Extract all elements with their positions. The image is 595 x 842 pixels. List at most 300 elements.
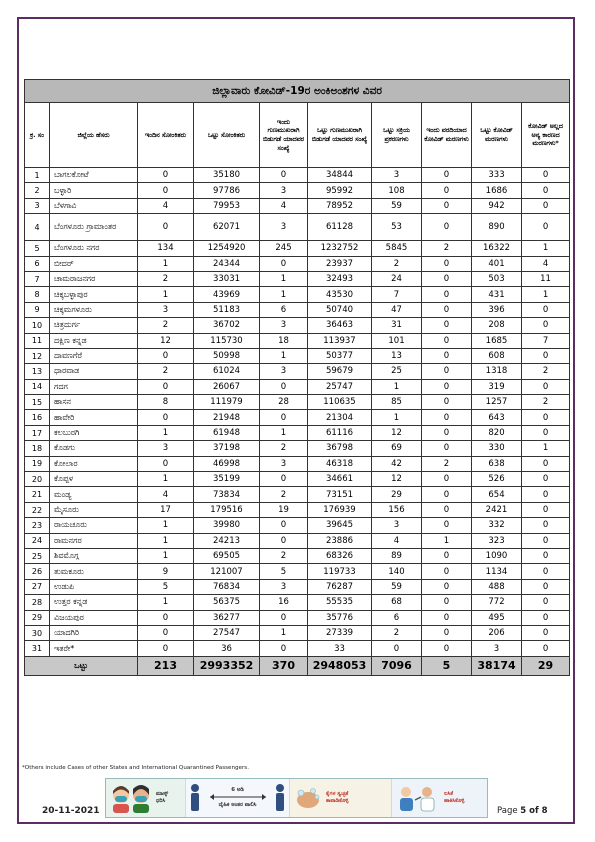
cell-total: 33031 bbox=[194, 271, 260, 286]
table-row bbox=[25, 287, 570, 302]
cell-other: 0 bbox=[522, 472, 570, 487]
cell-other: 7 bbox=[522, 333, 570, 348]
cell-active: 24 bbox=[372, 271, 422, 286]
cell-total: 61024 bbox=[194, 364, 260, 379]
total-other-deaths: 29 bbox=[522, 656, 570, 675]
cell-dis-today: 0 bbox=[260, 379, 308, 394]
cell-active: 47 bbox=[372, 302, 422, 317]
cell-dis-today: 0 bbox=[260, 256, 308, 271]
cell-today: 1 bbox=[138, 287, 194, 302]
cell-dis-today: 2 bbox=[260, 441, 308, 456]
column-header-1: ಕ್ರ. ಸಂ bbox=[25, 103, 50, 168]
cell-active: 13 bbox=[372, 348, 422, 363]
cell-sl: 6 bbox=[25, 256, 50, 271]
cell-death-total: 330 bbox=[472, 441, 522, 456]
column-header-3: ಇಂದಿನ ಸೋಂಕಿತರು bbox=[138, 103, 194, 168]
table-row bbox=[25, 168, 570, 183]
total-discharged-today: 370 bbox=[260, 656, 308, 675]
cell-death-total: 495 bbox=[472, 610, 522, 625]
cell-death-today: 0 bbox=[422, 198, 472, 213]
table-row bbox=[25, 318, 570, 333]
cell-death-today: 0 bbox=[422, 625, 472, 640]
cell-dis-total: 50740 bbox=[308, 302, 372, 317]
cell-dis-total: 32493 bbox=[308, 271, 372, 286]
table-row bbox=[25, 256, 570, 271]
cell-other: 1 bbox=[522, 287, 570, 302]
cell-name: ಕೊಡಗು bbox=[50, 441, 138, 456]
cell-death-total: 396 bbox=[472, 302, 522, 317]
cell-name: ಬಾಗಲಕೋಟೆ bbox=[50, 168, 138, 183]
cell-active: 31 bbox=[372, 318, 422, 333]
cell-sl: 2 bbox=[25, 183, 50, 198]
cell-death-today: 2 bbox=[422, 241, 472, 256]
cell-sl: 22 bbox=[25, 502, 50, 517]
cell-dis-today: 3 bbox=[260, 456, 308, 471]
cell-dis-total: 50377 bbox=[308, 348, 372, 363]
handwash-text-1: ಕೈಗಳ ಸ್ವಚ್ಛತೆ bbox=[326, 791, 349, 798]
footnote: *Others include Cases of other States and International Quarantined Passengers. bbox=[22, 765, 249, 771]
cell-sl: 7 bbox=[25, 271, 50, 286]
cell-death-total: 206 bbox=[472, 625, 522, 640]
page-of: of bbox=[526, 806, 542, 816]
cell-dis-today: 28 bbox=[260, 395, 308, 410]
cell-active: 59 bbox=[372, 198, 422, 213]
cell-name: ಬೆಳಗಾವಿ bbox=[50, 198, 138, 213]
cell-name: ಮಂಡ್ಯ bbox=[50, 487, 138, 502]
cell-death-total: 1257 bbox=[472, 395, 522, 410]
cell-other: 0 bbox=[522, 610, 570, 625]
cell-other: 0 bbox=[522, 502, 570, 517]
cell-active: 1 bbox=[372, 379, 422, 394]
mask-text-1: ಮಾಸ್ಕ್ bbox=[156, 791, 169, 798]
table-row bbox=[25, 241, 570, 256]
cell-sl: 11 bbox=[25, 333, 50, 348]
cell-dis-today: 16 bbox=[260, 595, 308, 610]
cell-other: 0 bbox=[522, 168, 570, 183]
vaccine-panel bbox=[392, 779, 487, 817]
cell-death-today: 0 bbox=[422, 287, 472, 302]
cell-name: ಧಾರವಾಡ bbox=[50, 364, 138, 379]
cell-death-total: 503 bbox=[472, 271, 522, 286]
cell-death-today: 0 bbox=[422, 364, 472, 379]
cell-dis-today: 2 bbox=[260, 548, 308, 563]
cell-sl: 28 bbox=[25, 595, 50, 610]
cell-sl: 27 bbox=[25, 579, 50, 594]
cell-total: 97786 bbox=[194, 183, 260, 198]
cell-active: 53 bbox=[372, 214, 422, 241]
table-row bbox=[25, 379, 570, 394]
total-total: 2993352 bbox=[194, 656, 260, 675]
cell-other: 0 bbox=[522, 410, 570, 425]
cell-death-total: 942 bbox=[472, 198, 522, 213]
total-deaths-total: 38174 bbox=[472, 656, 522, 675]
cell-death-total: 323 bbox=[472, 533, 522, 548]
page-total: 8 bbox=[541, 806, 548, 816]
cell-death-total: 16322 bbox=[472, 241, 522, 256]
cell-total: 36702 bbox=[194, 318, 260, 333]
cell-today: 0 bbox=[138, 214, 194, 241]
cell-active: 42 bbox=[372, 456, 422, 471]
cell-today: 5 bbox=[138, 579, 194, 594]
cell-death-today: 0 bbox=[422, 318, 472, 333]
cell-name: ಕೋಲಾರ bbox=[50, 456, 138, 471]
cell-active: 0 bbox=[372, 641, 422, 656]
cell-sl: 20 bbox=[25, 472, 50, 487]
cell-death-today: 0 bbox=[422, 410, 472, 425]
cell-today: 3 bbox=[138, 441, 194, 456]
table-row bbox=[25, 548, 570, 563]
cell-dis-total: 119733 bbox=[308, 564, 372, 579]
cell-active: 59 bbox=[372, 579, 422, 594]
distance-panel bbox=[186, 779, 290, 817]
cell-dis-today: 18 bbox=[260, 333, 308, 348]
cell-dis-total: 21304 bbox=[308, 410, 372, 425]
cell-name: ಶಿವಮೊಗ್ಗ bbox=[50, 548, 138, 563]
cell-death-total: 332 bbox=[472, 518, 522, 533]
cell-dis-total: 43530 bbox=[308, 287, 372, 302]
cell-other: 0 bbox=[522, 518, 570, 533]
cell-dis-today: 0 bbox=[260, 610, 308, 625]
cell-other: 0 bbox=[522, 641, 570, 656]
vaccine-text-1: ಲಸಿಕೆ bbox=[444, 791, 453, 798]
total-label: ಒಟ್ಟು bbox=[25, 656, 138, 675]
cell-name: ಬಳ್ಳಾರಿ bbox=[50, 183, 138, 198]
cell-dis-total: 1232752 bbox=[308, 241, 372, 256]
cell-dis-today: 3 bbox=[260, 183, 308, 198]
table-row bbox=[25, 198, 570, 213]
cell-today: 3 bbox=[138, 302, 194, 317]
cell-dis-today: 3 bbox=[260, 364, 308, 379]
cell-other: 0 bbox=[522, 487, 570, 502]
cell-death-today: 2 bbox=[422, 456, 472, 471]
cell-death-today: 1 bbox=[422, 533, 472, 548]
cell-total: 79953 bbox=[194, 198, 260, 213]
cell-dis-total: 110635 bbox=[308, 395, 372, 410]
column-header-2: ಜಿಲ್ಲೆಯ ಹೆಸರು bbox=[50, 103, 138, 168]
cell-today: 0 bbox=[138, 183, 194, 198]
cell-name: ಬೆಂಗಳೂರು ಗ್ರಾಮಾಂತರ bbox=[50, 214, 138, 241]
cell-dis-today: 1 bbox=[260, 425, 308, 440]
table-row bbox=[25, 533, 570, 548]
distance-arrow-icon bbox=[208, 794, 268, 800]
cell-total: 1254920 bbox=[194, 241, 260, 256]
mask-icon bbox=[109, 783, 153, 813]
cell-dis-total: 35776 bbox=[308, 610, 372, 625]
cell-other: 0 bbox=[522, 595, 570, 610]
cell-death-today: 0 bbox=[422, 214, 472, 241]
page-frame bbox=[17, 17, 575, 824]
cell-name: ಚಿತ್ರದುರ್ಗ bbox=[50, 318, 138, 333]
cell-today: 0 bbox=[138, 610, 194, 625]
person-left-icon bbox=[189, 783, 201, 813]
distance-text: 6 ಅಡಿ bbox=[231, 786, 244, 793]
cell-dis-today: 0 bbox=[260, 168, 308, 183]
cell-other: 1 bbox=[522, 241, 570, 256]
cell-total: 50998 bbox=[194, 348, 260, 363]
cell-dis-total: 34661 bbox=[308, 472, 372, 487]
cell-death-total: 208 bbox=[472, 318, 522, 333]
cell-active: 85 bbox=[372, 395, 422, 410]
cell-death-total: 431 bbox=[472, 287, 522, 302]
report-date: 20-11-2021 bbox=[42, 806, 100, 816]
cell-total: 37198 bbox=[194, 441, 260, 456]
table-row bbox=[25, 271, 570, 286]
cell-active: 29 bbox=[372, 487, 422, 502]
cell-other: 0 bbox=[522, 183, 570, 198]
cell-sl: 30 bbox=[25, 625, 50, 640]
cell-name: ರಾಯಚೂರು bbox=[50, 518, 138, 533]
cell-sl: 17 bbox=[25, 425, 50, 440]
cell-sl: 15 bbox=[25, 395, 50, 410]
cell-today: 0 bbox=[138, 456, 194, 471]
cell-total: 51183 bbox=[194, 302, 260, 317]
cell-name: ಹಾವೇರಿ bbox=[50, 410, 138, 425]
cell-death-total: 526 bbox=[472, 472, 522, 487]
cell-active: 140 bbox=[372, 564, 422, 579]
cell-active: 12 bbox=[372, 425, 422, 440]
cell-death-today: 0 bbox=[422, 395, 472, 410]
cell-total: 179516 bbox=[194, 502, 260, 517]
cell-total: 43969 bbox=[194, 287, 260, 302]
cell-total: 121007 bbox=[194, 564, 260, 579]
cell-active: 7 bbox=[372, 287, 422, 302]
cell-dis-today: 1 bbox=[260, 287, 308, 302]
covid-stats-table-container bbox=[24, 79, 569, 676]
cell-death-total: 608 bbox=[472, 348, 522, 363]
cell-today: 12 bbox=[138, 333, 194, 348]
cell-active: 2 bbox=[372, 256, 422, 271]
covid-stats-table bbox=[24, 79, 570, 676]
cell-total: 56375 bbox=[194, 595, 260, 610]
cell-sl: 31 bbox=[25, 641, 50, 656]
table-row bbox=[25, 625, 570, 640]
cell-name: ಚಿಕ್ಕಬಳ್ಳಾಪುರ bbox=[50, 287, 138, 302]
cell-today: 0 bbox=[138, 410, 194, 425]
cell-death-today: 0 bbox=[422, 348, 472, 363]
cell-death-total: 638 bbox=[472, 456, 522, 471]
total-deaths-today: 5 bbox=[422, 656, 472, 675]
cell-death-today: 0 bbox=[422, 183, 472, 198]
cell-death-total: 333 bbox=[472, 168, 522, 183]
cell-death-total: 319 bbox=[472, 379, 522, 394]
cell-today: 1 bbox=[138, 595, 194, 610]
cell-dis-today: 4 bbox=[260, 198, 308, 213]
cell-sl: 8 bbox=[25, 287, 50, 302]
cell-dis-total: 78952 bbox=[308, 198, 372, 213]
cell-today: 0 bbox=[138, 625, 194, 640]
cell-total: 36 bbox=[194, 641, 260, 656]
cell-other: 0 bbox=[522, 379, 570, 394]
cell-dis-total: 68326 bbox=[308, 548, 372, 563]
cell-today: 1 bbox=[138, 425, 194, 440]
cell-active: 4 bbox=[372, 533, 422, 548]
cell-total: 21948 bbox=[194, 410, 260, 425]
cell-sl: 3 bbox=[25, 198, 50, 213]
cell-death-today: 0 bbox=[422, 518, 472, 533]
cell-today: 1 bbox=[138, 256, 194, 271]
table-row bbox=[25, 410, 570, 425]
cell-sl: 23 bbox=[25, 518, 50, 533]
cell-total: 27547 bbox=[194, 625, 260, 640]
cell-death-today: 0 bbox=[422, 425, 472, 440]
page-number bbox=[497, 806, 548, 816]
column-header-9: ಒಟ್ಟು ಕೋವಿಡ್ ಮರಣಗಳು bbox=[472, 103, 522, 168]
table-row bbox=[25, 214, 570, 241]
cell-death-total: 654 bbox=[472, 487, 522, 502]
table-row bbox=[25, 610, 570, 625]
cell-name: ಮೈಸೂರು bbox=[50, 502, 138, 517]
cell-name: ಹಾಸನ bbox=[50, 395, 138, 410]
cell-dis-today: 1 bbox=[260, 348, 308, 363]
cell-death-today: 0 bbox=[422, 379, 472, 394]
cell-other: 1 bbox=[522, 441, 570, 456]
cell-total: 62071 bbox=[194, 214, 260, 241]
cell-dis-total: 23937 bbox=[308, 256, 372, 271]
cell-other: 0 bbox=[522, 548, 570, 563]
cell-death-today: 0 bbox=[422, 502, 472, 517]
cell-total: 46998 bbox=[194, 456, 260, 471]
cell-active: 69 bbox=[372, 441, 422, 456]
cell-name: ತುಮಕೂರು bbox=[50, 564, 138, 579]
cell-total: 76834 bbox=[194, 579, 260, 594]
total-active: 7096 bbox=[372, 656, 422, 675]
cell-total: 115730 bbox=[194, 333, 260, 348]
cell-death-total: 1318 bbox=[472, 364, 522, 379]
cell-name: ರಾಮನಗರ bbox=[50, 533, 138, 548]
cell-name: ಚಿಕ್ಕಮಗಳೂರು bbox=[50, 302, 138, 317]
cell-death-today: 0 bbox=[422, 548, 472, 563]
cell-dis-total: 73151 bbox=[308, 487, 372, 502]
cell-active: 3 bbox=[372, 168, 422, 183]
cell-dis-today: 2 bbox=[260, 487, 308, 502]
total-row bbox=[25, 656, 570, 675]
cell-dis-today: 1 bbox=[260, 625, 308, 640]
cell-sl: 18 bbox=[25, 441, 50, 456]
cell-active: 3 bbox=[372, 518, 422, 533]
cell-dis-total: 59679 bbox=[308, 364, 372, 379]
total-today: 213 bbox=[138, 656, 194, 675]
cell-death-today: 0 bbox=[422, 610, 472, 625]
cell-today: 8 bbox=[138, 395, 194, 410]
safety-banner bbox=[105, 778, 488, 818]
cell-total: 69505 bbox=[194, 548, 260, 563]
table-row bbox=[25, 333, 570, 348]
cell-active: 1 bbox=[372, 410, 422, 425]
cell-total: 35180 bbox=[194, 168, 260, 183]
cell-total: 111979 bbox=[194, 395, 260, 410]
page-current: 5 bbox=[520, 806, 527, 816]
cell-dis-total: 36463 bbox=[308, 318, 372, 333]
cell-sl: 21 bbox=[25, 487, 50, 502]
cell-dis-today: 0 bbox=[260, 518, 308, 533]
table-row bbox=[25, 472, 570, 487]
cell-death-total: 1134 bbox=[472, 564, 522, 579]
cell-sl: 12 bbox=[25, 348, 50, 363]
cell-total: 35199 bbox=[194, 472, 260, 487]
cell-sl: 16 bbox=[25, 410, 50, 425]
cell-today: 9 bbox=[138, 564, 194, 579]
cell-dis-today: 5 bbox=[260, 564, 308, 579]
cell-sl: 5 bbox=[25, 241, 50, 256]
cell-dis-total: 36798 bbox=[308, 441, 372, 456]
cell-other: 0 bbox=[522, 579, 570, 594]
cell-name: ಕಲಬುರಗಿ bbox=[50, 425, 138, 440]
cell-dis-total: 113937 bbox=[308, 333, 372, 348]
cell-death-today: 0 bbox=[422, 564, 472, 579]
cell-name: ವಿಜಯಪುರ bbox=[50, 610, 138, 625]
cell-other: 0 bbox=[522, 425, 570, 440]
cell-today: 4 bbox=[138, 487, 194, 502]
cell-death-today: 0 bbox=[422, 256, 472, 271]
table-row bbox=[25, 183, 570, 198]
cell-total: 24344 bbox=[194, 256, 260, 271]
table-row bbox=[25, 518, 570, 533]
cell-active: 6 bbox=[372, 610, 422, 625]
cell-sl: 24 bbox=[25, 533, 50, 548]
cell-total: 24213 bbox=[194, 533, 260, 548]
cell-total: 26067 bbox=[194, 379, 260, 394]
cell-death-total: 2421 bbox=[472, 502, 522, 517]
cell-name: ಕೊಪ್ಪಳ bbox=[50, 472, 138, 487]
cell-dis-today: 3 bbox=[260, 318, 308, 333]
distance-caption: ದೈಹಿಕ ಅಂತರ ಪಾಲಿಸಿ bbox=[218, 802, 257, 809]
table-row bbox=[25, 579, 570, 594]
column-header-row bbox=[25, 103, 570, 168]
column-header-6: ಒಟ್ಟು ಗುಣಮುಖರಾಗಿ ಬಿಡುಗಡೆ ಯಾದವರ ಸಂಖ್ಯೆ bbox=[308, 103, 372, 168]
cell-dis-total: 34844 bbox=[308, 168, 372, 183]
cell-other: 2 bbox=[522, 395, 570, 410]
cell-today: 17 bbox=[138, 502, 194, 517]
vaccination-icon bbox=[395, 783, 441, 813]
table-row bbox=[25, 302, 570, 317]
cell-dis-today: 1 bbox=[260, 271, 308, 286]
cell-total: 36277 bbox=[194, 610, 260, 625]
column-header-5: ಇಂದು ಗುಣಮುಖರಾಗಿ ಬಿಡುಗಡೆ ಯಾದವರ ಸಂಖ್ಯೆ bbox=[260, 103, 308, 168]
cell-today: 1 bbox=[138, 548, 194, 563]
cell-death-total: 3 bbox=[472, 641, 522, 656]
cell-dis-total: 25747 bbox=[308, 379, 372, 394]
cell-dis-total: 33 bbox=[308, 641, 372, 656]
cell-dis-today: 19 bbox=[260, 502, 308, 517]
cell-name: ಚಾಮರಾಜನಗರ bbox=[50, 271, 138, 286]
cell-other: 0 bbox=[522, 198, 570, 213]
table-row bbox=[25, 425, 570, 440]
cell-other: 11 bbox=[522, 271, 570, 286]
cell-death-today: 0 bbox=[422, 472, 472, 487]
page-prefix: Page bbox=[497, 806, 521, 816]
table-row bbox=[25, 487, 570, 502]
cell-other: 0 bbox=[522, 318, 570, 333]
cell-name: ಬೀದರ್ bbox=[50, 256, 138, 271]
cell-death-total: 1685 bbox=[472, 333, 522, 348]
cell-other: 0 bbox=[522, 456, 570, 471]
cell-death-today: 0 bbox=[422, 641, 472, 656]
cell-death-today: 0 bbox=[422, 333, 472, 348]
cell-active: 2 bbox=[372, 625, 422, 640]
cell-today: 2 bbox=[138, 318, 194, 333]
column-header-4: ಒಟ್ಟು ಸೋಂಕಿತರು bbox=[194, 103, 260, 168]
cell-dis-total: 95992 bbox=[308, 183, 372, 198]
cell-death-total: 401 bbox=[472, 256, 522, 271]
table-row bbox=[25, 364, 570, 379]
cell-today: 134 bbox=[138, 241, 194, 256]
cell-death-today: 0 bbox=[422, 441, 472, 456]
table-body bbox=[25, 168, 570, 657]
cell-other: 0 bbox=[522, 564, 570, 579]
cell-name: ಉಡುಪಿ bbox=[50, 579, 138, 594]
cell-dis-total: 23886 bbox=[308, 533, 372, 548]
cell-death-total: 890 bbox=[472, 214, 522, 241]
